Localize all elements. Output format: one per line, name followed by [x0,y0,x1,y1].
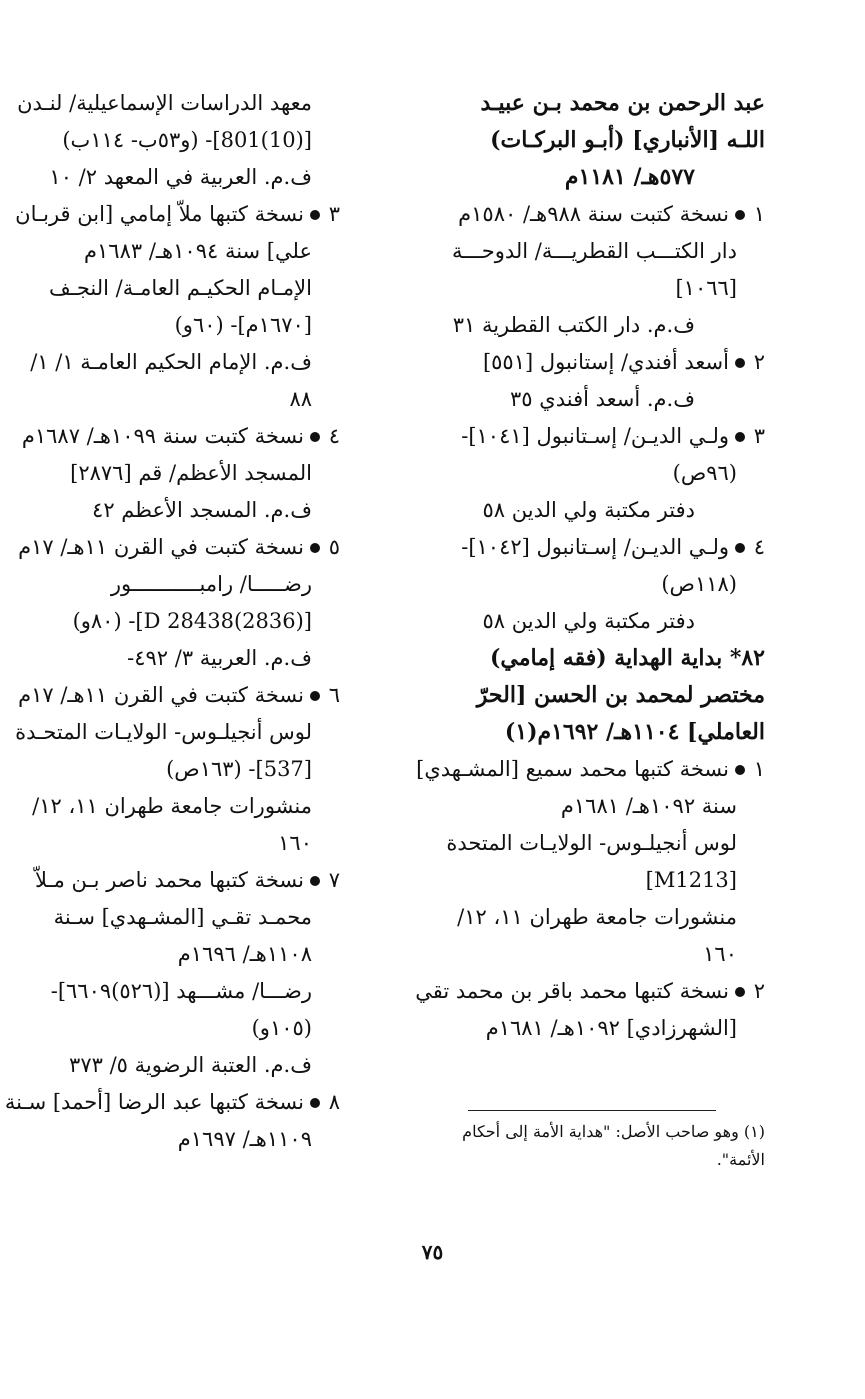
bullet-icon [735,210,745,220]
line-text: رضـــــا/ رامبـــــــــــور [110,572,312,596]
text-line [410,307,765,344]
line-text: نسخة كتبها عبد الرضا [أحمد] سـنة [4,1090,304,1114]
line-text: ولـي الديـن/ إسـتانبول [١٠٤١]- [461,424,729,448]
text-line [25,381,340,418]
text-line [410,455,765,492]
line-text: ف.م. الإمام الحكيم العامـة ١/ ١/ [30,350,312,374]
text-line [25,603,340,640]
line-text: نسخة كتبها ملاّ إمامي [ابن قربـان [15,202,304,226]
text-line [25,788,340,825]
entry-number: ٦ [328,683,340,707]
bullet-icon [310,691,320,701]
line-text: سنة ١٠٩٢هـ/ ١٦٨١م [560,794,737,818]
entry-line [21,418,340,455]
line-text: نسخة كتبت سنة ١٠٩٩هـ/ ١٦٨٧م [21,424,304,448]
entry-line [25,862,340,899]
text-line [25,973,340,1010]
line-text: ١١٠٩هـ/ ١٦٩٧م [177,1127,312,1151]
text-line [25,455,340,492]
text-line [17,85,340,122]
bullet-icon [310,432,320,442]
right-column [410,85,765,1047]
footnote-line: الأئمة". [716,1150,765,1169]
bullet-icon [735,987,745,997]
entry-number: ٢ [753,350,765,374]
text-line [25,307,340,344]
entry-number: ٥ [328,535,340,559]
text-line [410,381,765,418]
text-line [25,936,340,973]
text-line [15,714,340,751]
line-text: [M1213] [645,868,737,892]
line-text: ولـي الديـن/ إسـتانبول [١٠٤٢]- [461,535,729,559]
left-column [4,85,340,1158]
text-line [410,825,765,862]
line-text: (١١٨ص) [661,572,737,596]
bullet-icon [735,358,745,368]
text-line [25,122,340,159]
entry-line [410,973,765,1010]
line-text: ف.م. دار الكتب القطرية ٣١ [452,313,695,337]
line-text: ٨٢* بداية الهداية (فقه إمامي) [490,645,765,671]
text-line [25,344,340,381]
text-line [25,1047,340,1084]
text-line [25,1010,340,1047]
text-line [25,492,340,529]
line-text: ف.م. أسعد أفندي ٣٥ [510,387,695,411]
bullet-icon [310,543,320,553]
entry-line [18,529,340,566]
line-text: [الشهرزادي] ١٠٩٢هـ/ ١٦٨١م [485,1016,737,1040]
entry-number: ١ [753,202,765,226]
bullet-icon [735,432,745,442]
entry-number: ٨ [328,1090,340,1114]
text-line [410,159,765,196]
entry-number: ١ [753,757,765,781]
line-text: (١٠٥و) [251,1016,312,1040]
entry-line [410,418,765,455]
entry-number: ٣ [753,424,765,448]
text-line [25,751,340,788]
text-line [410,936,765,973]
text-line [410,233,765,270]
line-text: نسخة كتبها محمد باقر بن محمد تقي [415,979,729,1003]
line-text: نسخة كتبت سنة ٩٨٨هـ/ ١٥٨٠م [458,202,729,226]
page-number: ٧٥ [421,1240,444,1264]
text-line [410,85,765,122]
footnote-divider [468,1110,716,1111]
line-text: ١١٠٨هـ/ ١٦٩٦م [177,942,312,966]
text-line [410,640,765,677]
line-text: ٨٨ [289,387,312,411]
line-text: منشورات جامعة طهران ١١، ١٢/ [32,794,312,818]
line-text: ١٦٠ [278,831,312,855]
entry-line [410,196,765,233]
text-line [25,159,340,196]
line-text: لوس أنجيلـوس- الولايـات المتحـدة [15,720,312,744]
line-text: منشورات جامعة طهران ١١، ١٢/ [457,905,737,929]
line-text: رضـــا/ مشـــهد [(٥٢٦)٦٦٠٩]- [50,979,312,1003]
line-text: نسخة كتبها محمد سميع [المشـهدي] [416,757,729,781]
text-line [410,1010,765,1047]
entry-number: ٧ [328,868,340,892]
entry-line [4,1084,340,1121]
entry-number: ٣ [328,202,340,226]
line-text: (٩٦ص) [672,461,737,485]
footnote-line: (١) وهو صاحب الأصل: "هداية الأمة إلى أحكام [462,1122,765,1141]
entry-line [18,677,340,714]
entry-line [410,529,765,566]
text-line [410,677,765,714]
line-text: [D 28438(2836)]- (٨٠و) [72,609,312,633]
line-text: ف.م. العتبة الرضوية ٥/ ٣٧٣ [69,1053,312,1077]
text-line [25,270,340,307]
text-line [410,270,765,307]
line-text: ١٦٠ [703,942,737,966]
line-text: ف.م. المسجد الأعظم ٤٢ [92,498,312,522]
text-line [25,233,340,270]
line-text: نسخة كتبت في القرن ١١هـ/ ١٧م [18,535,304,559]
bullet-icon [735,765,745,775]
text-line [25,825,340,862]
line-text: اللـه [الأنباري] (أبـو البركـات) [490,127,765,153]
bullet-icon [735,543,745,553]
line-text: دفتر مكتبة ولي الدين ٥٨ [482,609,695,633]
line-text: أسعد أفندي/ إستانبول [٥٥١] [482,350,729,374]
line-text: معهد الدراسات الإسماعيلية/ لنـدن [17,91,312,115]
line-text: [١٠٦٦] [675,276,737,300]
line-text: علي] سنة ١٠٩٤هـ/ ١٦٨٣م [84,239,312,263]
footnote [455,1118,765,1174]
line-text: محمـد تقـي [المشـهدي] سـنة [53,905,312,929]
line-text: العاملي] ١١٠٤هـ/ ١٦٩٢م(١) [504,719,765,745]
bullet-icon [310,210,320,220]
bullet-icon [310,876,320,886]
entry-line [410,751,765,788]
bullet-icon [310,1098,320,1108]
line-text: نسخة كتبها محمد ناصر بـن مـلاّ [34,868,304,892]
text-line [410,492,765,529]
text-line [410,566,765,603]
line-text: مختصر لمحمد بن الحسن [الحرّ [476,682,765,708]
line-text: [537]- (١٦٣ص) [166,757,312,781]
line-text: [١٦٧٠م]- (٦٠و) [174,313,312,337]
text-line [25,640,340,677]
text-line [410,603,765,640]
text-line [410,788,765,825]
text-line [25,1121,340,1158]
entry-number: ٤ [328,424,340,448]
entry-line [410,344,765,381]
entry-number: ٢ [753,979,765,1003]
text-line [410,714,765,751]
line-text: نسخة كتبت في القرن ١١هـ/ ١٧م [18,683,304,707]
line-text: المسجد الأعظم/ قم [٢٨٧٦] [70,461,312,485]
line-text: لوس أنجيلـوس- الولايـات المتحدة [446,831,737,855]
line-text: عبد الرحمن بن محمد بـن عبيـد [480,90,765,116]
text-line [410,122,765,159]
entry-line [15,196,340,233]
text-line [25,899,340,936]
line-text: ف.م. العربية ٣/ ٤٩٢- [127,646,312,670]
text-line [410,862,765,899]
entry-number: ٤ [753,535,765,559]
line-text: ٥٧٧هـ/ ١١٨١م [564,164,695,190]
line-text: ف.م. العربية في المعهد ٢/ ١٠ [49,165,312,189]
text-line [25,566,340,603]
line-text: دار الكتـــب القطريـــة/ الدوحـــة [452,239,737,263]
line-text: [(10)801]- (و٥٣ب- ١١٤ب) [62,128,312,152]
text-line [410,899,765,936]
line-text: دفتر مكتبة ولي الدين ٥٨ [482,498,695,522]
line-text: الإمـام الحكيـم العامـة/ النجـف [48,276,312,300]
